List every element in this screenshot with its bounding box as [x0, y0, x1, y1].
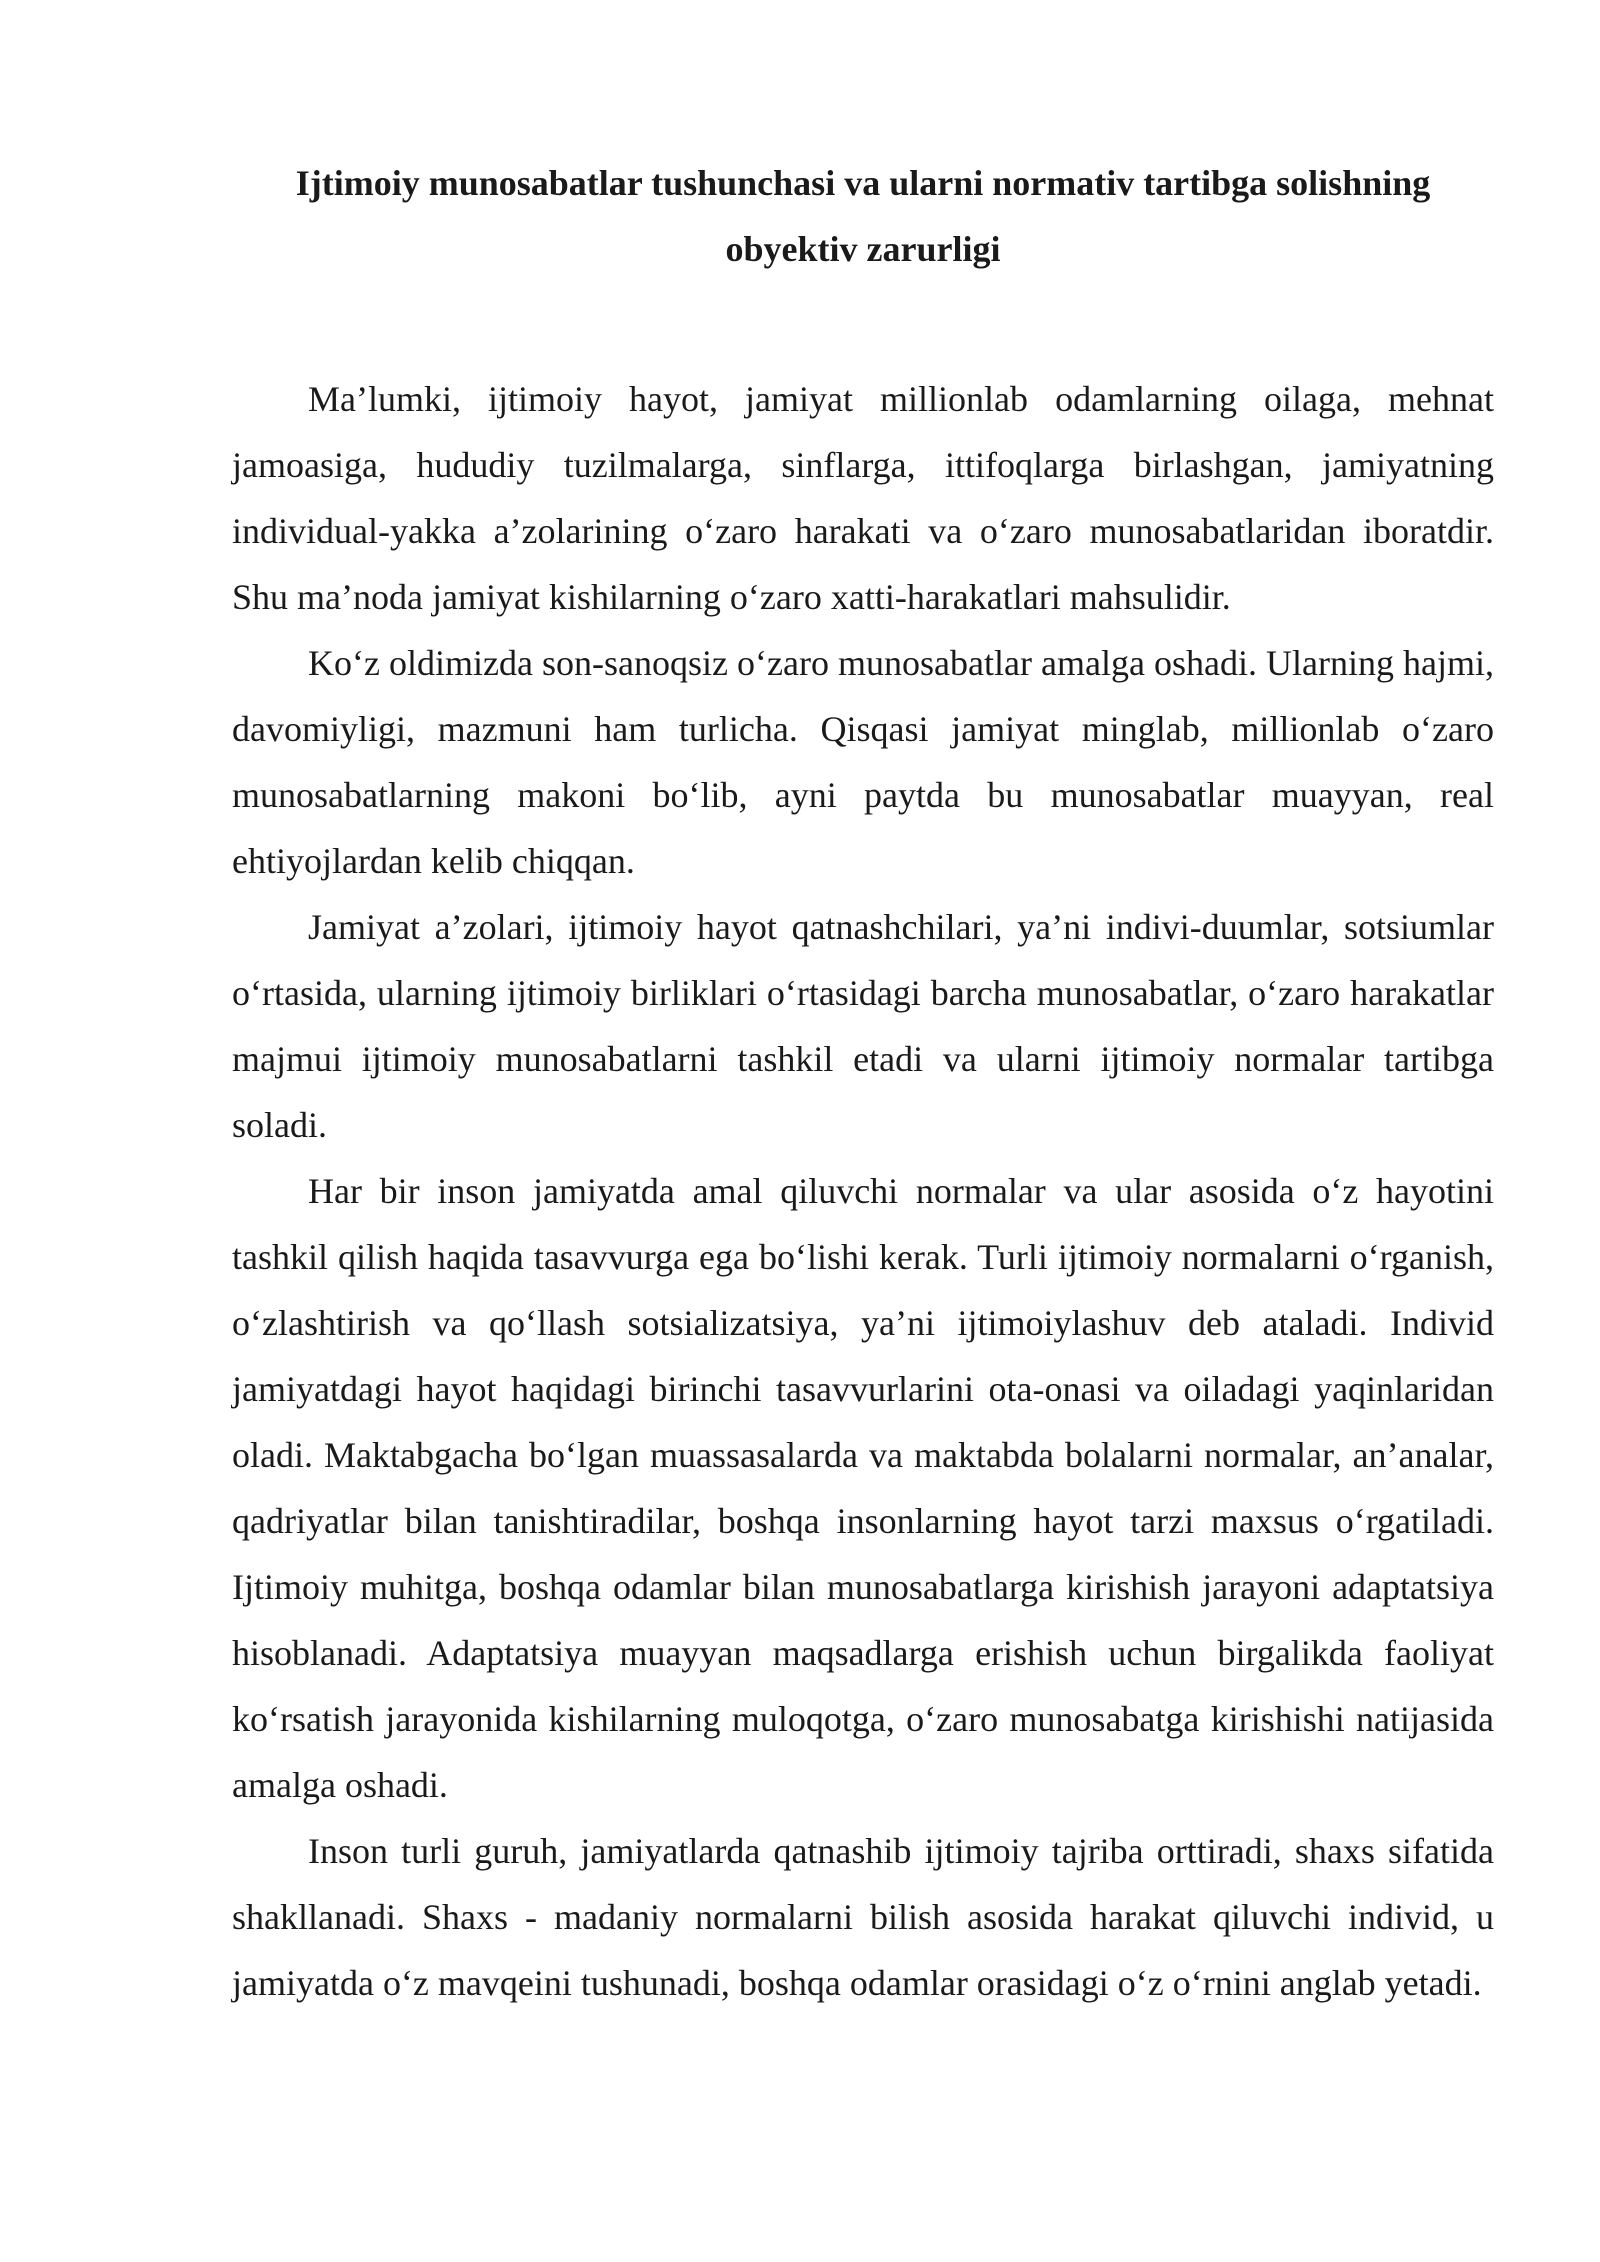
paragraph-2: Ko‘z oldimizda son-sanoqsiz o‘zaro munosabatlar amalga oshadi. Ularning hajmi, davomiyligi, mazmuni ham turlicha. Qisqasi jamiyat minglab, millionlab o‘zaro munosabatlarning makoni bo‘lib, ayni paytda bu munosabatlar muayyan, real ehtiyojlardan kelib chiqqan.: [232, 643, 1494, 881]
document-page: [232, 150, 1494, 2016]
document-body: [232, 366, 1494, 2016]
paragraph-3: Jamiyat a’zolari, ijtimoiy hayot qatnashchilari, ya’ni indivi-duumlar, sotsiumlar o‘rtasida, ularning ijtimoiy birliklari o‘rtasidagi barcha munosabatlar, o‘zaro harakatlar majmui ijtimoiy munosabatlarni tashkil etadi va ularni ijtimoiy normalar tartibga soladi.: [232, 907, 1494, 1145]
paragraph-4: Har bir inson jamiyatda amal qiluvchi normalar va ular asosida o‘z hayotini tashkil qilish haqida tasavvurga ega bo‘lishi kerak. Turli ijtimoiy normalarni o‘rganish, o‘zlashtirish va qo‘llash sotsializatsiya, ya’ni ijtimoiylashuv deb ataladi. Individ jamiyatdagi hayot haqidagi birinchi tasavvurlarini ota-onasi va oiladagi yaqinlaridan oladi. Maktabgacha bo‘lgan muassasalarda va maktabda bolalarni normalar, an’analar, qadriyatlar bilan tanishtiradilar, boshqa insonlarning hayot tarzi maxsus o‘rgatiladi. Ijtimoiy muhitga, boshqa odamlar bilan munosabatlarga kirishish jarayoni adaptatsiya hisoblanadi. Adaptatsiya muayyan maqsadlarga erishish uchun birgalikda faoliyat ko‘rsatish jarayonida kishilarning muloqotga, o‘zaro munosabatga kirishishi natijasida amalga oshadi.: [232, 1171, 1494, 1805]
paragraph-5: Inson turli guruh, jamiyatlarda qatnashib ijtimoiy tajriba orttiradi, shaxs sifatida shakllanadi. Shaxs - madaniy normalarni bilish asosida harakat qiluvchi individ, u jamiyatda o‘z mavqeini tushunadi, boshqa odamlar orasidagi o‘z o‘rnini anglab yetadi.: [232, 1831, 1494, 2003]
paragraph-1: Ma’lumki, ijtimoiy hayot, jamiyat millionlab odamlarning oilaga, mehnat jamoasiga, hududiy tuzilmalarga, sinflarga, ittifoqlarga birlashgan, jamiyatning individual-yakka a’zolarining o‘zaro harakati va o‘zaro munosabatlaridan iboratdir. Shu ma’noda jamiyat kishilarning o‘zaro xatti-harakatlari mahsulidir.: [232, 379, 1494, 617]
document-title: Ijtimoiy munosabatlar tushunchasi va ularni normativ tartibga solishning obyektiv zarurligi: [295, 163, 1431, 269]
